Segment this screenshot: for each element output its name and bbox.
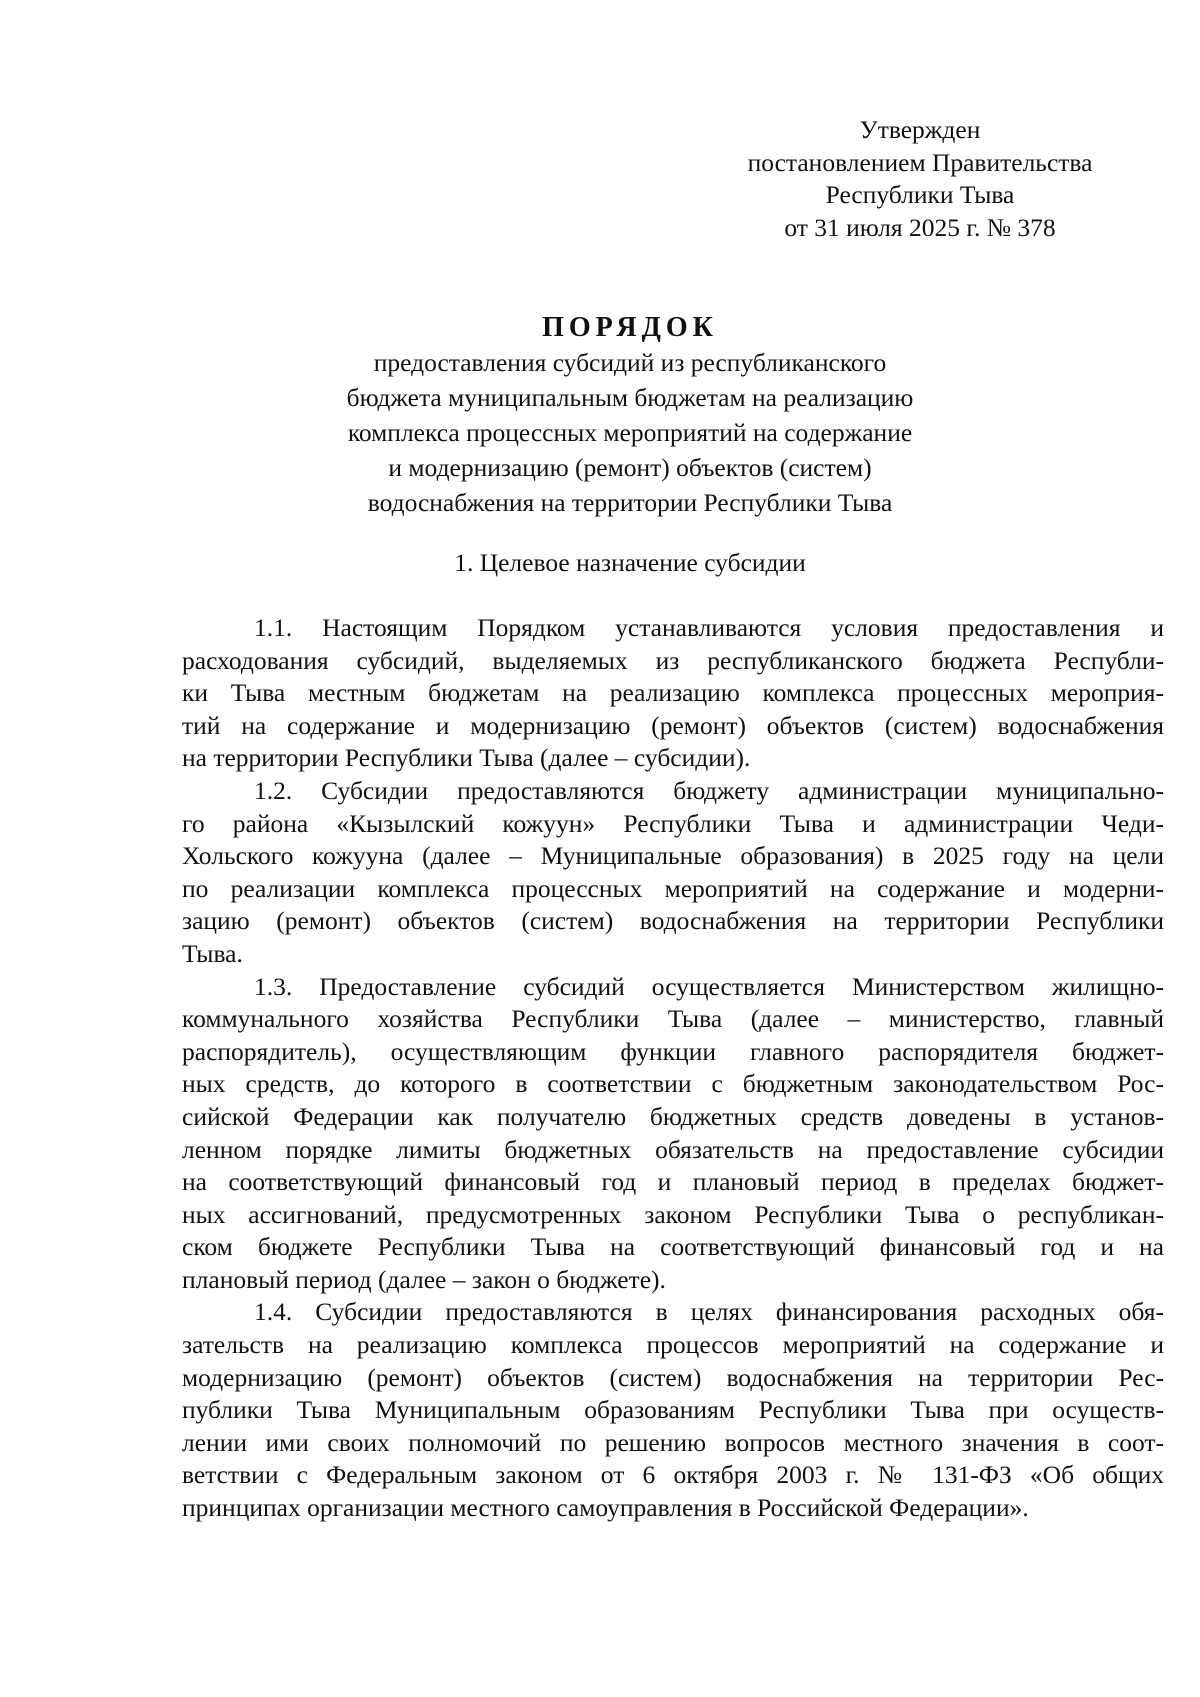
- subtitle-line: комплекса процессных мероприятий на содержание: [347, 418, 913, 447]
- paragraph-line: ных средств, до которого в соответствии с бюджетным законодательством Рос-: [182, 1069, 1164, 1099]
- paragraph-line: 1.4. Субсидии предоставляются в целях финансирования расходных обя-: [254, 1297, 1164, 1327]
- document-subtitle: [180, 345, 1080, 520]
- document-body: [182, 612, 1164, 1525]
- section-heading: 1. Целевое назначение субсидии: [454, 548, 806, 577]
- paragraph-line: 1.1. Настоящим Порядком устанавливаются условия предоставления и: [254, 613, 1164, 642]
- paragraph: [182, 971, 1164, 1297]
- paragraph-line: 1.3. Предоставление субсидий осуществляется Министерством жилищно-: [254, 971, 1164, 1001]
- paragraph-line: ных ассигнований, предусмотренных законом Республики Тыва о республикан-: [182, 1199, 1164, 1229]
- paragraph: [182, 1296, 1164, 1524]
- approval-line: постановлением Правительства: [747, 147, 1093, 177]
- document-title: ПОРЯДОК: [542, 312, 718, 343]
- paragraph-line: модернизацию (ремонт) объектов (систем) водоснабжения на территории Рес-: [182, 1362, 1164, 1392]
- paragraph-line: расходования субсидий, выделяемых из республиканского бюджета Республи-: [182, 645, 1164, 675]
- paragraph-line: плановый период (далее – закон о бюджете).: [182, 1264, 666, 1294]
- paragraph-line: ки Тыва местным бюджетам на реализацию комплекса процессных мероприя-: [182, 678, 1164, 708]
- paragraph-line: по реализации комплекса процессных мероприятий на содержание и модерни-: [182, 873, 1164, 903]
- paragraph-line: распорядитель), осуществляющим функции главного распорядителя бюджет-: [182, 1036, 1164, 1066]
- paragraph-line: зацию (ремонт) объектов (систем) водоснабжения на территории Республики: [182, 906, 1164, 936]
- paragraph-line: принципах организации местного самоуправления в Российской Федерации».: [182, 1493, 1029, 1523]
- paragraph-line: тий на содержание и модернизацию (ремонт) объектов (систем) водоснабжения: [182, 710, 1164, 740]
- paragraph: [182, 775, 1164, 971]
- paragraph-line: зательств на реализацию комплекса процессов мероприятий на содержание и: [182, 1330, 1164, 1360]
- paragraph-line: го района «Кызылский кожуун» Республики Тыва и администрации Чеди-: [182, 808, 1164, 838]
- paragraph-line: Хольского кожууна (далее – Муниципальные образования) в 2025 году на цели: [182, 841, 1164, 871]
- approval-stamp: [700, 114, 1140, 244]
- approval-line: Республики Тыва: [825, 180, 1015, 209]
- paragraph-line: сийской Федерации как получателю бюджетных средств доведены в установ-: [182, 1101, 1164, 1131]
- paragraph-line: коммунального хозяйства Республики Тыва (далее – министерство, главный: [182, 1004, 1164, 1034]
- paragraph-line: на соответствующий финансовый год и плановый период в пределах бюджет-: [182, 1167, 1164, 1197]
- paragraph-line: публики Тыва Муниципальным образованиям Республики Тыва при осуществ-: [182, 1395, 1164, 1425]
- paragraph: [182, 612, 1164, 775]
- subtitle-line: бюджета муниципальным бюджетам на реализацию: [346, 383, 914, 412]
- paragraph-line: Тыва.: [182, 938, 243, 968]
- paragraph-line: ском бюджете Республики Тыва на соответствующий финансовый год и на: [182, 1232, 1164, 1262]
- subtitle-line: водоснабжения на территории Республики Тыва: [367, 488, 893, 517]
- paragraph-line: 1.2. Субсидии предоставляются бюджету администрации муниципально-: [254, 775, 1164, 805]
- subtitle-line: и модернизацию (ремонт) объектов (систем): [388, 453, 872, 482]
- paragraph-line: на территории Республики Тыва (далее – субсидии).: [182, 743, 751, 773]
- paragraph-line: ветствии с Федеральным законом от 6 октября 2003 г. № 131-ФЗ «Об общих: [182, 1460, 1164, 1490]
- paragraph-line: ленном порядке лимиты бюджетных обязательств на предоставление субсидии: [182, 1134, 1164, 1164]
- paragraph-line: лении ими своих полномочий по решению вопросов местного значения в соот-: [182, 1427, 1164, 1457]
- approval-line: Утвержден: [859, 115, 981, 144]
- approval-line: от 31 июля 2025 г. № 378: [784, 212, 1056, 242]
- subtitle-line: предоставления субсидий из республиканского: [373, 348, 887, 377]
